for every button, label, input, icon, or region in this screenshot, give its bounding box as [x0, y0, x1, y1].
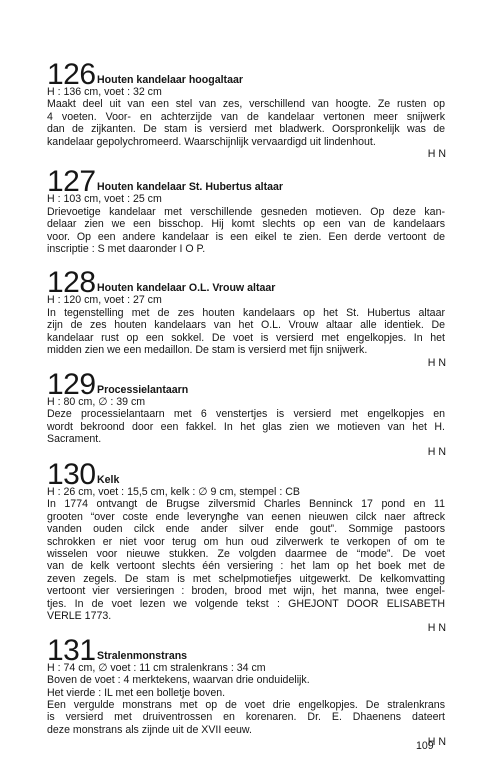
entry-text-line: zijn de zes houten kandelaars van het O.L. Vrouw altaar alle identiek. De — [47, 319, 445, 332]
entry-text-line: zeven zegels. De stam is met schelpmotiefjes uitgewerkt. De kelkomvatting — [47, 572, 445, 585]
entry-title: Houten kandelaar St. Hubertus altaar — [97, 181, 284, 194]
entry-text-line: wordt bekroond door een fakkel. In het glas zien we motieven van het H. — [47, 420, 445, 433]
entry-text-line: vanden ouden cilck ende ander silver ende gout”. Sommige pastoors — [47, 523, 445, 536]
entry-dimensions: H : 74 cm, ∅ voet : 11 cm stralenkrans : 34 cm — [47, 661, 266, 674]
entry-dimensions: H : 136 cm, voet : 32 cm — [47, 86, 162, 98]
entry-text-line: inscriptie : S met daaronder I O P. — [47, 243, 206, 256]
entry-title: Kelk — [97, 473, 120, 486]
entry-text-line: 4 voeten. Voor- en achterzijde van de kandelaar vertonen meer snijwerk — [47, 110, 445, 123]
entry-dimensions: H : 80 cm, ∅ : 39 cm — [47, 395, 146, 408]
entry-text-line: VERLE 1773. — [47, 610, 112, 622]
entry-dimensions: H : 120 cm, voet : 27 cm — [47, 294, 162, 307]
author-initials: H N — [427, 356, 446, 369]
author-initials: H N — [427, 148, 446, 161]
catalogue-entry-127 — [47, 163, 445, 255]
entry-text-line: deze monstrans als zijnde uit de XVII eeuw. — [47, 723, 252, 736]
entry-number: 128 — [47, 266, 96, 300]
entry-text-line: Deze processielantaarn met 6 venstertjes is versierd met engelkopjes en — [47, 408, 445, 421]
entry-number: 131 — [47, 633, 96, 667]
entry-text-line: In tegenstelling met de zes houten kandelaars op het St. Hubertus altaar — [47, 306, 445, 319]
entry-heading — [47, 632, 445, 667]
entry-heading — [47, 56, 445, 91]
entry-text-line: Het vierde : IL met een bolletje boven. — [47, 686, 226, 699]
author-initials: H N — [427, 445, 446, 458]
entry-heading — [47, 456, 445, 491]
entry-heading — [47, 163, 445, 199]
catalogue-entry-126 — [47, 56, 445, 160]
entry-number: 129 — [47, 367, 96, 401]
entry-text-line: Een vergulde monstrans met op de voet drie engelkopjes. De stralenkrans — [47, 699, 445, 712]
catalogue-entry-128 — [47, 264, 445, 368]
entry-title: Processielantaarn — [97, 383, 189, 396]
entry-text-line: tjes. In de voet lezen we volgende tekst : GHEJONT DOOR ELISABETH — [47, 597, 445, 610]
entry-text-line: midden zien we een medaillon. De stam is versierd met fijn snijwerk. — [47, 344, 368, 357]
entry-text-line: In 1774 ontvangt de Brugse zilversmid Charles Benninck 17 pond en 11 — [47, 498, 445, 511]
entry-text-line: grooten “over coste ende leveryngħe van eenen nieuwen cilck naer aftreck — [47, 510, 445, 523]
page-number: 109 — [416, 740, 434, 752]
entry-heading — [47, 366, 445, 401]
author-initials: H N — [427, 622, 446, 635]
entry-text-line: is versierd met druiventrossen en korenaren. Dr. E. Dhaenens dateert — [47, 711, 445, 724]
entry-text-line: kandelaar rust op een sokkel. De voet is versierd met engelkopjes. In het — [47, 331, 445, 344]
catalogue-entry-129 — [47, 366, 445, 458]
author-initials: H N — [427, 736, 446, 749]
entry-text-line: voor. Op een andere kandelaar is een eikel te zien. Een derde vertoont de — [47, 230, 445, 243]
entry-title: Houten kandelaar hoogaltaar — [97, 74, 243, 86]
entry-text-line: dan de zijkanten. De stam is versierd met bladwerk. Oorspronkelijk was de — [47, 123, 445, 136]
entry-heading — [47, 264, 445, 300]
entry-text-line: Sacrament. — [47, 433, 102, 446]
entry-title: Stralenmonstrans — [97, 649, 188, 662]
catalogue-entry-131 — [47, 632, 445, 749]
entry-text-line: schrokken er niet voor terug om hun oud zilverwerk te verkopen of om te — [47, 535, 445, 548]
entry-dimensions: H : 103 cm, voet : 25 cm — [47, 193, 162, 206]
entry-title: Houten kandelaar O.L. Vrouw altaar — [97, 282, 276, 295]
entry-text-line: delaar zien we een bisschop. Hij komt slechts op een van de kandelaars — [47, 218, 445, 231]
entry-text-line: wisselen voor nieuwe stukken. Ze volgden daarmee de “mode”. De voet — [47, 547, 445, 560]
catalogue-page — [47, 56, 445, 749]
entry-text-line: vertoont vier versieringen : broden, brood met wijn, het manna, twee engel- — [47, 585, 445, 598]
entry-dimensions: H : 26 cm, voet : 15,5 cm, kelk : ∅ 9 cm, stempel : CB — [47, 485, 300, 498]
entry-text-line: Maakt deel uit van een stel van zes, verschillend van hoogte. Ze rusten op — [47, 98, 445, 111]
entry-number: 130 — [47, 457, 96, 491]
entry-text-line: kandelaar gepolychromeerd. Waarschijnlijk vervaardigd uit lindenhout. — [47, 135, 376, 148]
entry-number: 127 — [47, 165, 96, 199]
entry-text-line: Drievoetige kandelaar met verschillende gesneden motieven. Op deze kan- — [47, 205, 445, 218]
catalogue-entry-130 — [47, 456, 445, 635]
entry-number: 126 — [47, 58, 96, 91]
entry-text-line: Boven de voet : 4 merktekens, waarvan drie onduidelijk. — [47, 674, 310, 687]
entry-text-line: van de kelk vertoont slechts één versiering : het lam op het boek met de — [47, 560, 445, 573]
